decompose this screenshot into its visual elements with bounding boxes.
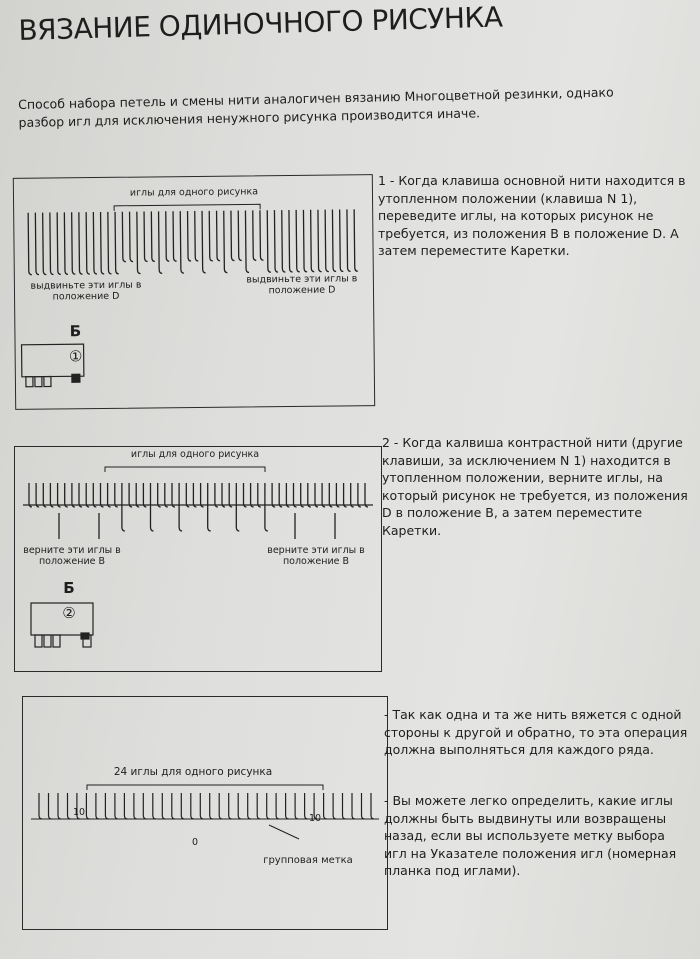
extended-needle <box>64 212 68 274</box>
extended-needle <box>180 211 184 273</box>
needle <box>222 483 225 507</box>
needle <box>151 211 155 261</box>
carriage-letter: Б <box>63 579 75 597</box>
needle <box>343 793 346 819</box>
extended-needle <box>159 211 163 273</box>
needle <box>86 483 89 507</box>
needle <box>244 483 247 507</box>
needle <box>358 483 361 507</box>
group-mark-pointer <box>269 825 299 839</box>
step-2-text: 2 - Когда калвиша контрастной нити (другие клавиши, за исключением N 1) находится в утопленном положении, верните иглы, на который рисунок не требуется, из положения D в положение В, а затем переместите Каретки. <box>382 435 688 538</box>
needle <box>294 483 297 507</box>
bracket-line <box>114 204 260 211</box>
figure-2-needles-to-position-b <box>14 446 382 672</box>
pattern-bracket <box>87 785 323 790</box>
needle-mark-label: 0 <box>191 837 199 848</box>
needle <box>43 483 46 507</box>
figure-1-needles-to-position-d <box>13 174 375 410</box>
needle-mark-label: 10 <box>72 807 86 818</box>
needle <box>172 793 175 819</box>
needle <box>286 483 289 507</box>
needle <box>115 793 118 819</box>
needle <box>257 793 260 819</box>
needle <box>209 211 213 261</box>
needle <box>201 483 204 507</box>
extended-needle <box>311 210 315 272</box>
needle <box>286 793 289 819</box>
needle <box>251 483 254 507</box>
needle <box>352 793 355 819</box>
top-label: иглы для одного рисунка <box>130 449 260 460</box>
page-title: ВЯЗАНИЕ ОДИНОЧНОГО РИСУНКА <box>18 0 503 47</box>
needle <box>65 483 68 507</box>
needle <box>108 483 111 507</box>
needle <box>36 483 39 507</box>
needle <box>166 211 170 261</box>
extended-needle <box>79 212 83 274</box>
needle <box>329 483 332 507</box>
left-label: выдвиньте эти иглы в положение D <box>30 279 142 303</box>
needle <box>101 483 104 507</box>
needle <box>219 793 222 819</box>
needle <box>217 211 221 261</box>
needle <box>165 483 168 507</box>
needle <box>181 793 184 819</box>
extended-needle <box>108 212 112 274</box>
needle <box>193 483 196 507</box>
needle <box>191 793 194 819</box>
pattern-bracket <box>105 467 265 472</box>
needle <box>272 483 275 507</box>
needle <box>96 793 99 819</box>
carriage-letter: Б <box>69 322 82 341</box>
needle <box>195 211 199 261</box>
needle <box>58 793 61 819</box>
needle <box>136 483 139 507</box>
extended-needle <box>43 213 47 275</box>
extended-needle <box>274 210 278 272</box>
needle <box>248 793 251 819</box>
extended-needle <box>72 212 76 274</box>
needle-row <box>23 483 373 539</box>
extended-needle <box>179 483 182 531</box>
needle <box>153 793 156 819</box>
extended-needle <box>340 209 344 271</box>
needle <box>231 211 235 261</box>
extended-needle <box>208 483 211 531</box>
needle <box>295 793 298 819</box>
needle <box>371 793 374 819</box>
needle-row <box>39 793 374 819</box>
group-mark-label: групповая метка <box>263 855 353 866</box>
needle <box>200 793 203 819</box>
needle <box>143 793 146 819</box>
needle <box>39 793 42 819</box>
needle <box>215 483 218 507</box>
needle <box>173 211 177 261</box>
left-label: верните эти иглы в положение В <box>23 545 121 567</box>
step-1-text: 1 - Когда клавиша основной нити находится в утопленном положении (клавиша N 1), переведите иглы, на которых рисунок не требуется, из положения В в положение D. А затем переместите Каретки. <box>378 173 686 258</box>
needle <box>29 483 32 507</box>
extended-needle <box>318 210 322 272</box>
needle <box>130 212 134 262</box>
needle <box>58 483 61 507</box>
needle <box>79 483 82 507</box>
bracket-line <box>105 467 265 472</box>
needle <box>229 793 232 819</box>
needle <box>229 483 232 507</box>
needle <box>105 793 108 819</box>
needle-mark-label: 10 <box>308 813 322 824</box>
needle <box>72 483 75 507</box>
extended-needle <box>57 212 61 274</box>
extended-needle <box>122 483 125 531</box>
extended-needle <box>265 483 268 531</box>
extended-needle <box>28 213 32 275</box>
needle <box>333 793 336 819</box>
extended-needle <box>354 209 358 271</box>
needle <box>308 483 311 507</box>
needle <box>238 793 241 819</box>
extended-needle <box>303 210 307 272</box>
intro-paragraph: Способ набора петель и смены нити аналогичен вязанию Многоцветной резинки, однако разбор игл для исключения ненужного рисунка производится иначе. <box>18 84 614 130</box>
needle <box>276 793 279 819</box>
needle <box>365 483 368 507</box>
needle <box>129 483 132 507</box>
needle <box>124 793 127 819</box>
needle <box>322 483 325 507</box>
needle <box>362 793 365 819</box>
needle <box>315 483 318 507</box>
extended-needle <box>296 210 300 272</box>
carriage-number-icon: ① <box>68 347 83 366</box>
extended-needle <box>224 211 228 273</box>
needle <box>49 793 52 819</box>
needle <box>253 210 257 260</box>
pattern-bracket <box>114 204 260 211</box>
extended-needle <box>282 210 286 272</box>
needle <box>162 793 165 819</box>
needle <box>134 793 137 819</box>
extended-needle <box>347 209 351 271</box>
needle <box>267 793 270 819</box>
needle <box>158 483 161 507</box>
needle <box>238 211 242 261</box>
extended-needle <box>325 210 329 272</box>
needle <box>336 483 339 507</box>
needle <box>144 211 148 261</box>
extended-needle <box>202 211 206 273</box>
needle <box>50 483 53 507</box>
extended-needle <box>50 212 54 274</box>
needle <box>344 483 347 507</box>
extended-needle <box>86 212 90 274</box>
top-label: 24 иглы для одного рисунка <box>113 766 273 778</box>
extended-needle <box>93 212 97 274</box>
needle <box>324 793 327 819</box>
needle <box>210 793 213 819</box>
right-label: верните эти иглы в положение В <box>267 545 365 567</box>
needle <box>188 211 192 261</box>
extended-needle <box>115 212 119 274</box>
needle <box>351 483 354 507</box>
needle <box>260 210 264 260</box>
extended-needle <box>289 210 293 272</box>
needle-row <box>28 209 358 274</box>
carriage-number-icon: ② <box>62 604 76 622</box>
needle <box>172 483 175 507</box>
note-every-row: - Так как одна и та же нить вяжется с одной стороны к другой и обратно, то эта операция должна выполняться для каждого ряда. <box>384 707 688 757</box>
extended-needle <box>236 483 239 531</box>
needle <box>122 212 126 262</box>
right-label: выдвиньте эти иглы в положение D <box>246 273 358 297</box>
needle <box>93 483 96 507</box>
needle <box>301 483 304 507</box>
extended-needle <box>101 212 105 274</box>
bracket-line <box>87 785 323 790</box>
needle <box>279 483 282 507</box>
top-label: иглы для одного рисунка <box>129 186 259 199</box>
needle <box>143 483 146 507</box>
extended-needle <box>245 210 249 272</box>
extended-needle <box>137 212 141 274</box>
needle <box>115 483 118 507</box>
extended-needle <box>267 210 271 272</box>
extended-needle <box>151 483 154 531</box>
extended-needle <box>35 213 39 275</box>
needle <box>186 483 189 507</box>
extended-needle <box>332 210 336 272</box>
needle <box>258 483 261 507</box>
note-selection-mark: - Вы можете легко определить, какие иглы должны быть выдвинуты или возвращены назад, если вы используете метку выбора игл на Указателе положения игл (номерная планка под иглами). <box>384 793 677 878</box>
figure-3-needle-selection-mark <box>22 696 388 930</box>
